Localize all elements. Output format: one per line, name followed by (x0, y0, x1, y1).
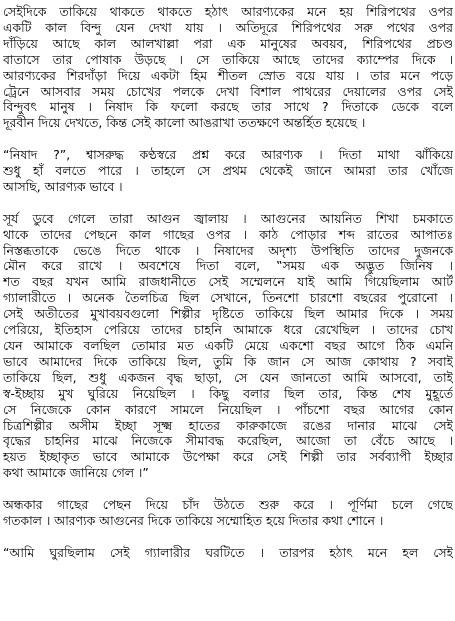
text-line: হয়ত ইচ্ছাকৃত ভাবে আমাকে উপেক্ষা করে সেই শিল্পী তার সর্বব্যাপী ইচ্ছার (3, 449, 453, 465)
paragraph-gap (3, 529, 453, 545)
text-line: “আমি ঘুরছিলাম সেই গ্যালারীর ঘরটিতে । তারপর হঠাৎ মনে হল সেই (3, 544, 453, 560)
text-line: বাতাসে তার পোষাক উড়ছে । সে তাকিয়ে আছে তাদের ক্যাম্পের দিকে । (3, 51, 453, 67)
paragraph-gap (3, 131, 453, 147)
text-line: কথা আমাকে জানিয়ে গেল ।” (3, 465, 149, 481)
text-line: পেরিয়ে, ইতিহাস পেরিয়ে তাদের চাহনি আমাকে ধরে রেখেছিল । তাদের চোখ (3, 322, 453, 338)
text-line: ট্রেনে আসবার সময় চোখের পলকে দেখা বিশাল পাথরের দেয়ালের ওপর সেই (3, 83, 453, 99)
text-line: শত বছর যখন আমি রাজধানীতে সেই সম্মেলনে যাই আমি গিয়েছিলাম আর্ট (3, 274, 453, 290)
paragraph-gap (3, 195, 453, 211)
text-line: তাকিয়ে ছিল, শুধু একজন বৃদ্ধ ছাড়া, সে যেন জানতো আমি আসবো, তাই (3, 369, 453, 385)
text-line: মৌন করে রাখে । অবশেষে দিতা বলে, ‟সময় এক অদ্ভুত জিনিষ । (3, 258, 453, 274)
text-line: গ্যালারীতে । অনেক তৈলচিত্র ছিল সেখানে, তিনশো চারশো বছরের পুরোনো । (3, 290, 453, 306)
paragraph-4 (3, 497, 453, 529)
document-page (3, 4, 453, 561)
text-line: বিন্দুবৎ মানুষ । নিষাদ কি ফলো করছে তার সাথে ? দিতাকে ডেকে বলে (3, 99, 453, 115)
paragraph-1 (3, 4, 453, 131)
text-line: চিত্রশিল্পীর অসীম ইচ্ছা সূক্ষ্ম হাতের কারুকাজে রঙের দানার মাঝে সেই (3, 417, 453, 433)
text-line: নিস্তব্ধতাকে ভেঙে দিতে থাকে । নিষাদের অদৃশ্য উপস্থিতি তাদের দুজনকে (3, 242, 453, 258)
text-line: যেন আমাকে বলছিল তোমার মত একটি মেয়ে একশো বছর আগে ঠিক এমনি (3, 338, 453, 353)
text-line: “নিষাদ ?”, শ্বাসরুদ্ধ কণ্ঠস্বরে প্রশ্ন করে আরণ্যক । দিতা মাথা ঝাঁকিয়ে (3, 147, 453, 163)
text-line: অন্ধকার গাছের পেছন দিয়ে চাঁদ উঠতে শুরু করে । পূর্ণিমা চলে গেছে (3, 497, 453, 513)
text-line: সূর্য ডুবে গেলে তারা আগুন জ্বালায় । আগুনের আয়নিত শিখা চমকাতে (3, 210, 453, 226)
text-line: একটি কাল বিন্দু যেন দেখা যায় । অতিদূরে শিরিপথের সরু পথের ওপর (3, 19, 453, 35)
text-line: সেই অতীতের মুখাবয়বগুলো শিল্পীর দৃষ্টিতে তাকিয়ে ছিল আমার দিকে । সময় (3, 306, 453, 322)
text-line: আরণ্যকের শিরদাঁড়া দিয়ে একটা হিম শীতল স্রোত বয়ে যায় । তার মনে পড়ে (3, 67, 453, 83)
paragraph-gap (3, 481, 453, 497)
text-line: দূরবীন দিয়ে দেখতে, কিন্ত সেই কালো আঙরাখা ততক্ষণে অন্তর্হিত হয়েছে । (3, 115, 366, 131)
text-line: স্ব-ইচ্ছায় মুখ ঘুরিয়ে নিয়েছিল । কিছু বলার ছিল তার, কিন্ত শেষ মুহূর্তে (3, 385, 453, 401)
text-line: আসছি, আরণ্যক ভাবে । (3, 178, 123, 194)
paragraph-5 (3, 545, 453, 561)
text-line: গতকাল । আরণ্যক আগুনের দিকে তাকিয়ে সম্মোহিত হয়ে দিতার কথা শোনে । (3, 512, 384, 528)
paragraph-3 (3, 211, 453, 481)
text-line: দাঁড়িয়ে আছে কাল আলখাল্লা পরা এক মানুষের অবয়ব, শিরিপথের প্রচণ্ড (3, 35, 453, 51)
paragraph-2 (3, 147, 453, 195)
text-line: সেইদিকে তাকিয়ে থাকতে থাকতে হঠাৎ আরণ্যকের মনে হয় শিরিপথের ওপর (3, 4, 453, 19)
text-line: বৃদ্ধের চাহনির মাঝে নিজেকে সীমাবদ্ধ করেছিল, আজো তা বেঁচে আছে । (3, 433, 453, 449)
text-line: থাকে তাদের পেছনে কাল গাছের ওপর । কাঠ পোড়ার শব্দ রাতের আপাতঃ (3, 226, 453, 242)
text-line: ভাবে আমাদের দিকে তাকিয়ে ছিল, তুমি কি জান সে আজ কোথায় ? সবাই (3, 353, 453, 369)
text-line: শুধু হাঁ বলতে পারে । তাহলে সে প্রথম থেকেই জানে আমরা তার খোঁজে (3, 163, 453, 179)
text-line: সে নিজেকে কোন কারণে সামলে নিয়েছিল । পাঁচশো বছর আগের কোন (3, 401, 453, 417)
